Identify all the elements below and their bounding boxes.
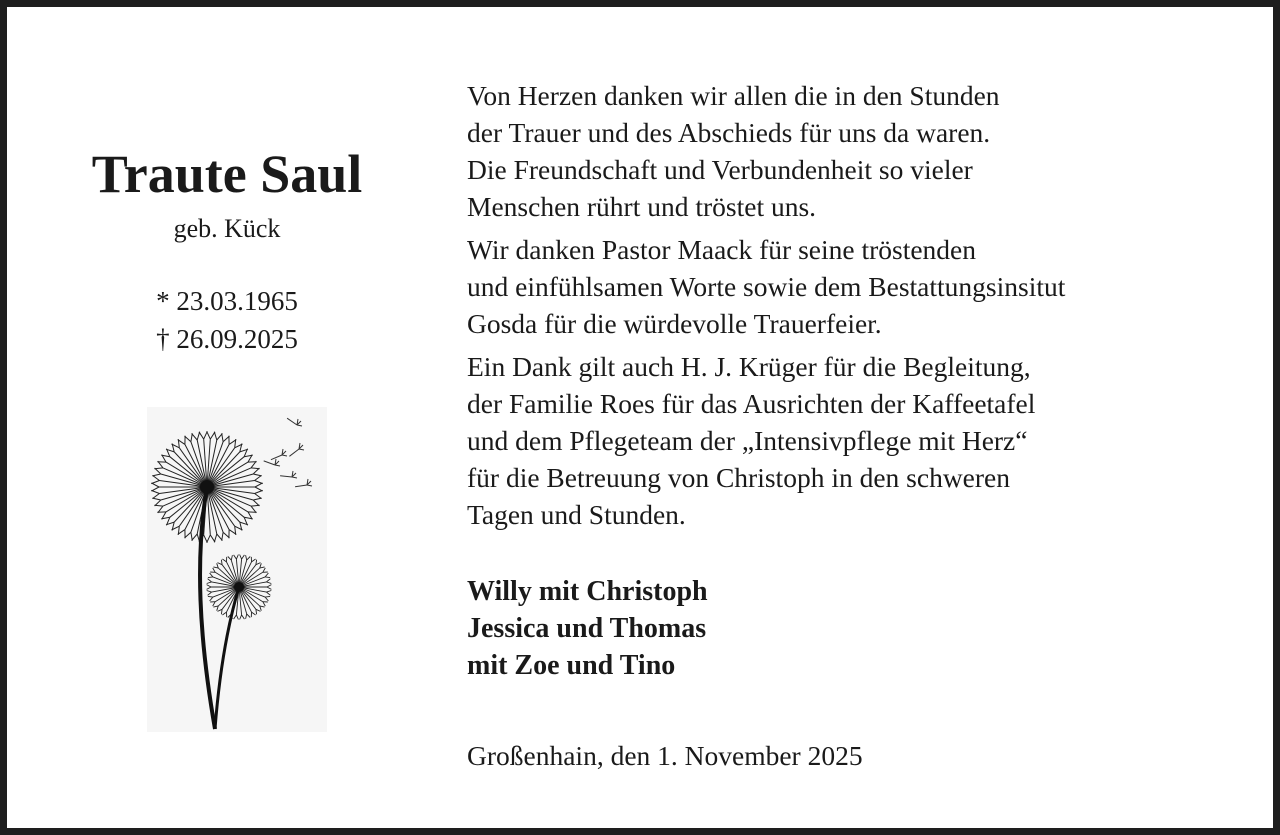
text-line: und einfühlsamen Worte sowie dem Bestattungsinsitut bbox=[467, 271, 1066, 302]
thanks-paragraph-1 bbox=[467, 77, 1227, 225]
life-dates bbox=[67, 282, 387, 358]
signatures bbox=[467, 573, 1227, 684]
thanks-paragraph-3 bbox=[467, 348, 1227, 533]
thanks-text bbox=[467, 77, 1227, 684]
signature-line: mit Zoe und Tino bbox=[467, 650, 676, 681]
text-line: Menschen rührt und tröstet uns. bbox=[467, 191, 817, 222]
text-line: Die Freundschaft und Verbundenheit so vieler bbox=[467, 154, 973, 185]
deceased-block bbox=[67, 142, 387, 358]
birth-date: * 23.03.1965 bbox=[156, 286, 298, 316]
text-line: der Familie Roes für das Ausrichten der Kaffeetafel bbox=[467, 388, 1036, 419]
signature-line: Willy mit Christoph bbox=[467, 576, 708, 607]
deceased-name: Traute Saul bbox=[91, 144, 363, 204]
text-line: Wir danken Pastor Maack für seine tröstenden bbox=[467, 234, 977, 265]
text-line: Ein Dank gilt auch H. J. Krüger für die Begleitung, bbox=[467, 351, 1031, 382]
text-line: Tagen und Stunden. bbox=[467, 499, 686, 530]
text-line: und dem Pflegeteam der „Intensivpflege mit Herz“ bbox=[467, 425, 1028, 456]
maiden-name: geb. Kück bbox=[173, 214, 281, 243]
thanks-paragraph-2 bbox=[467, 231, 1227, 342]
text-line: Gosda für die würdevolle Trauerfeier. bbox=[467, 308, 882, 339]
text-line: Von Herzen danken wir allen die in den Stunden bbox=[467, 80, 1000, 111]
place-date: Großenhain, den 1. November 2025 bbox=[467, 740, 863, 771]
dandelion-icon bbox=[147, 407, 327, 732]
text-line: für die Betreuung von Christoph in den schweren bbox=[467, 462, 1011, 493]
death-date: † 26.09.2025 bbox=[156, 324, 298, 354]
text-line: der Trauer und des Abschieds für uns da waren. bbox=[467, 117, 991, 148]
signature-line: Jessica und Thomas bbox=[467, 613, 707, 644]
